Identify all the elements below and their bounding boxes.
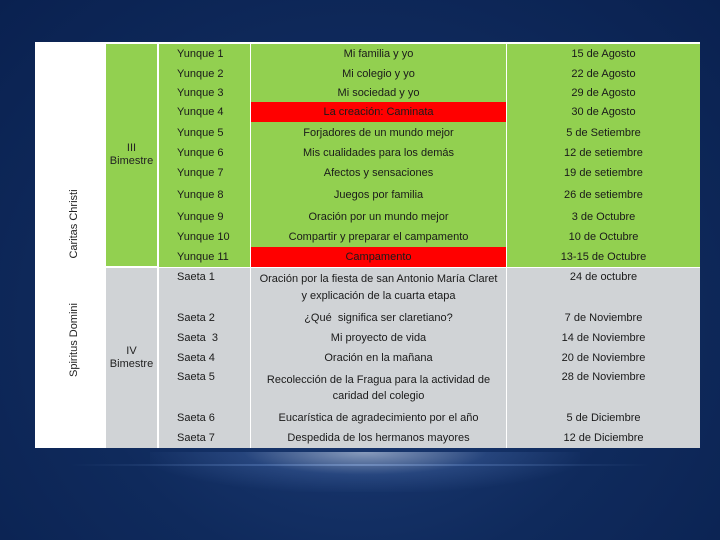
date-cell: 15 de Agosto: [507, 44, 700, 64]
group-cell: Yunque 9: [159, 206, 251, 227]
third-bimester-text: III Bimestre: [109, 142, 154, 167]
activity-cell: Mi proyecto de vida: [251, 328, 507, 348]
group-cell: Yunque 2: [159, 64, 251, 83]
date-cell: 10 de Octubre: [507, 227, 700, 247]
date-cell: 30 de Agosto: [507, 102, 700, 122]
date-cell: 28 de Noviembre: [507, 368, 700, 408]
group-cell: Saeta 3: [159, 328, 251, 348]
table-row: [159, 328, 700, 348]
date-cell: 19 de setiembre: [507, 163, 700, 183]
date-cell: 29 de Agosto: [507, 83, 700, 102]
third-bimester-label: [106, 44, 157, 266]
table-row: [159, 83, 700, 102]
date-cell: 7 de Noviembre: [507, 308, 700, 328]
group-cell: Yunque 10: [159, 227, 251, 247]
date-cell: 12 de Diciembre: [507, 428, 700, 448]
activity-cell: Eucarística de agradecimiento por el año: [251, 408, 507, 428]
activity-cell: Compartir y preparar el campamento: [251, 227, 507, 247]
group-cell: Yunque 5: [159, 122, 251, 143]
activity-cell: ¿Qué significa ser claretiano?: [251, 308, 507, 328]
date-cell: 20 de Noviembre: [507, 348, 700, 368]
group-cell: Yunque 11: [159, 247, 251, 267]
activity-cell: Forjadores de un mundo mejor: [251, 122, 507, 143]
date-cell: 24 de octubre: [507, 268, 700, 308]
table-row: [159, 227, 700, 247]
activity-cell: Mis cualidades para los demás: [251, 143, 507, 163]
fourth-bimester-text: IV Bimestre: [109, 345, 154, 370]
group-cell: Yunque 6: [159, 143, 251, 163]
activity-cell: Despedida de los hermanos mayores: [251, 428, 507, 448]
date-cell: 5 de Diciembre: [507, 408, 700, 428]
table-row: [159, 64, 700, 83]
table-row: [159, 268, 700, 308]
activity-cell: Mi familia y yo: [251, 44, 507, 64]
activity-cell: Oración en la mañana: [251, 348, 507, 368]
table-row: [159, 348, 700, 368]
table-row: [159, 428, 700, 448]
table-row: [159, 163, 700, 183]
date-cell: 13-15 de Octubre: [507, 247, 700, 267]
date-cell: 12 de setiembre: [507, 143, 700, 163]
activity-cell: Mi sociedad y yo: [251, 83, 507, 102]
activity-cell: Afectos y sensaciones: [251, 163, 507, 183]
activity-cell: Juegos por familia: [251, 183, 507, 206]
date-cell: 26 de setiembre: [507, 183, 700, 206]
fourth-bimester-label: [106, 268, 157, 448]
group-cell: Yunque 8: [159, 183, 251, 206]
schedule-table: [159, 44, 700, 448]
group-cell: Saeta 7: [159, 428, 251, 448]
table-row: [159, 368, 700, 408]
group-cell: Saeta 6: [159, 408, 251, 428]
group-cell: Yunque 3: [159, 83, 251, 102]
group-cell: Saeta 2: [159, 308, 251, 328]
table-row: [159, 122, 700, 143]
table-row: [159, 308, 700, 328]
table-row: [159, 206, 700, 227]
activity-cell: Mi colegio y yo: [251, 64, 507, 83]
group-cell: Saeta 5: [159, 368, 251, 408]
table-row: [159, 408, 700, 428]
group-cell: Saeta 1: [159, 268, 251, 308]
activity-cell: Campamento: [251, 247, 507, 267]
activity-cell: Oración por un mundo mejor: [251, 206, 507, 227]
date-cell: 3 de Octubre: [507, 206, 700, 227]
table-row: [159, 183, 700, 206]
group-cell: Yunque 4: [159, 102, 251, 122]
activity-cell: Oración por la fiesta de san Antonio María Claret y explicación de la cuarta etapa: [251, 268, 507, 308]
activity-cell: Recolección de la Fragua para la actividad de caridad del colegio: [251, 368, 507, 408]
floor-glow: [150, 452, 580, 492]
table-row: [159, 247, 700, 268]
table-row: [159, 102, 700, 122]
table-row: [159, 143, 700, 163]
date-cell: 5 de Setiembre: [507, 122, 700, 143]
group-cell: Yunque 7: [159, 163, 251, 183]
group-cell: Yunque 1: [159, 44, 251, 64]
table-row: [159, 44, 700, 64]
activity-cell: La creación: Caminata: [251, 102, 507, 122]
date-cell: 14 de Noviembre: [507, 328, 700, 348]
group-cell: Saeta 4: [159, 348, 251, 368]
date-cell: 22 de Agosto: [507, 64, 700, 83]
